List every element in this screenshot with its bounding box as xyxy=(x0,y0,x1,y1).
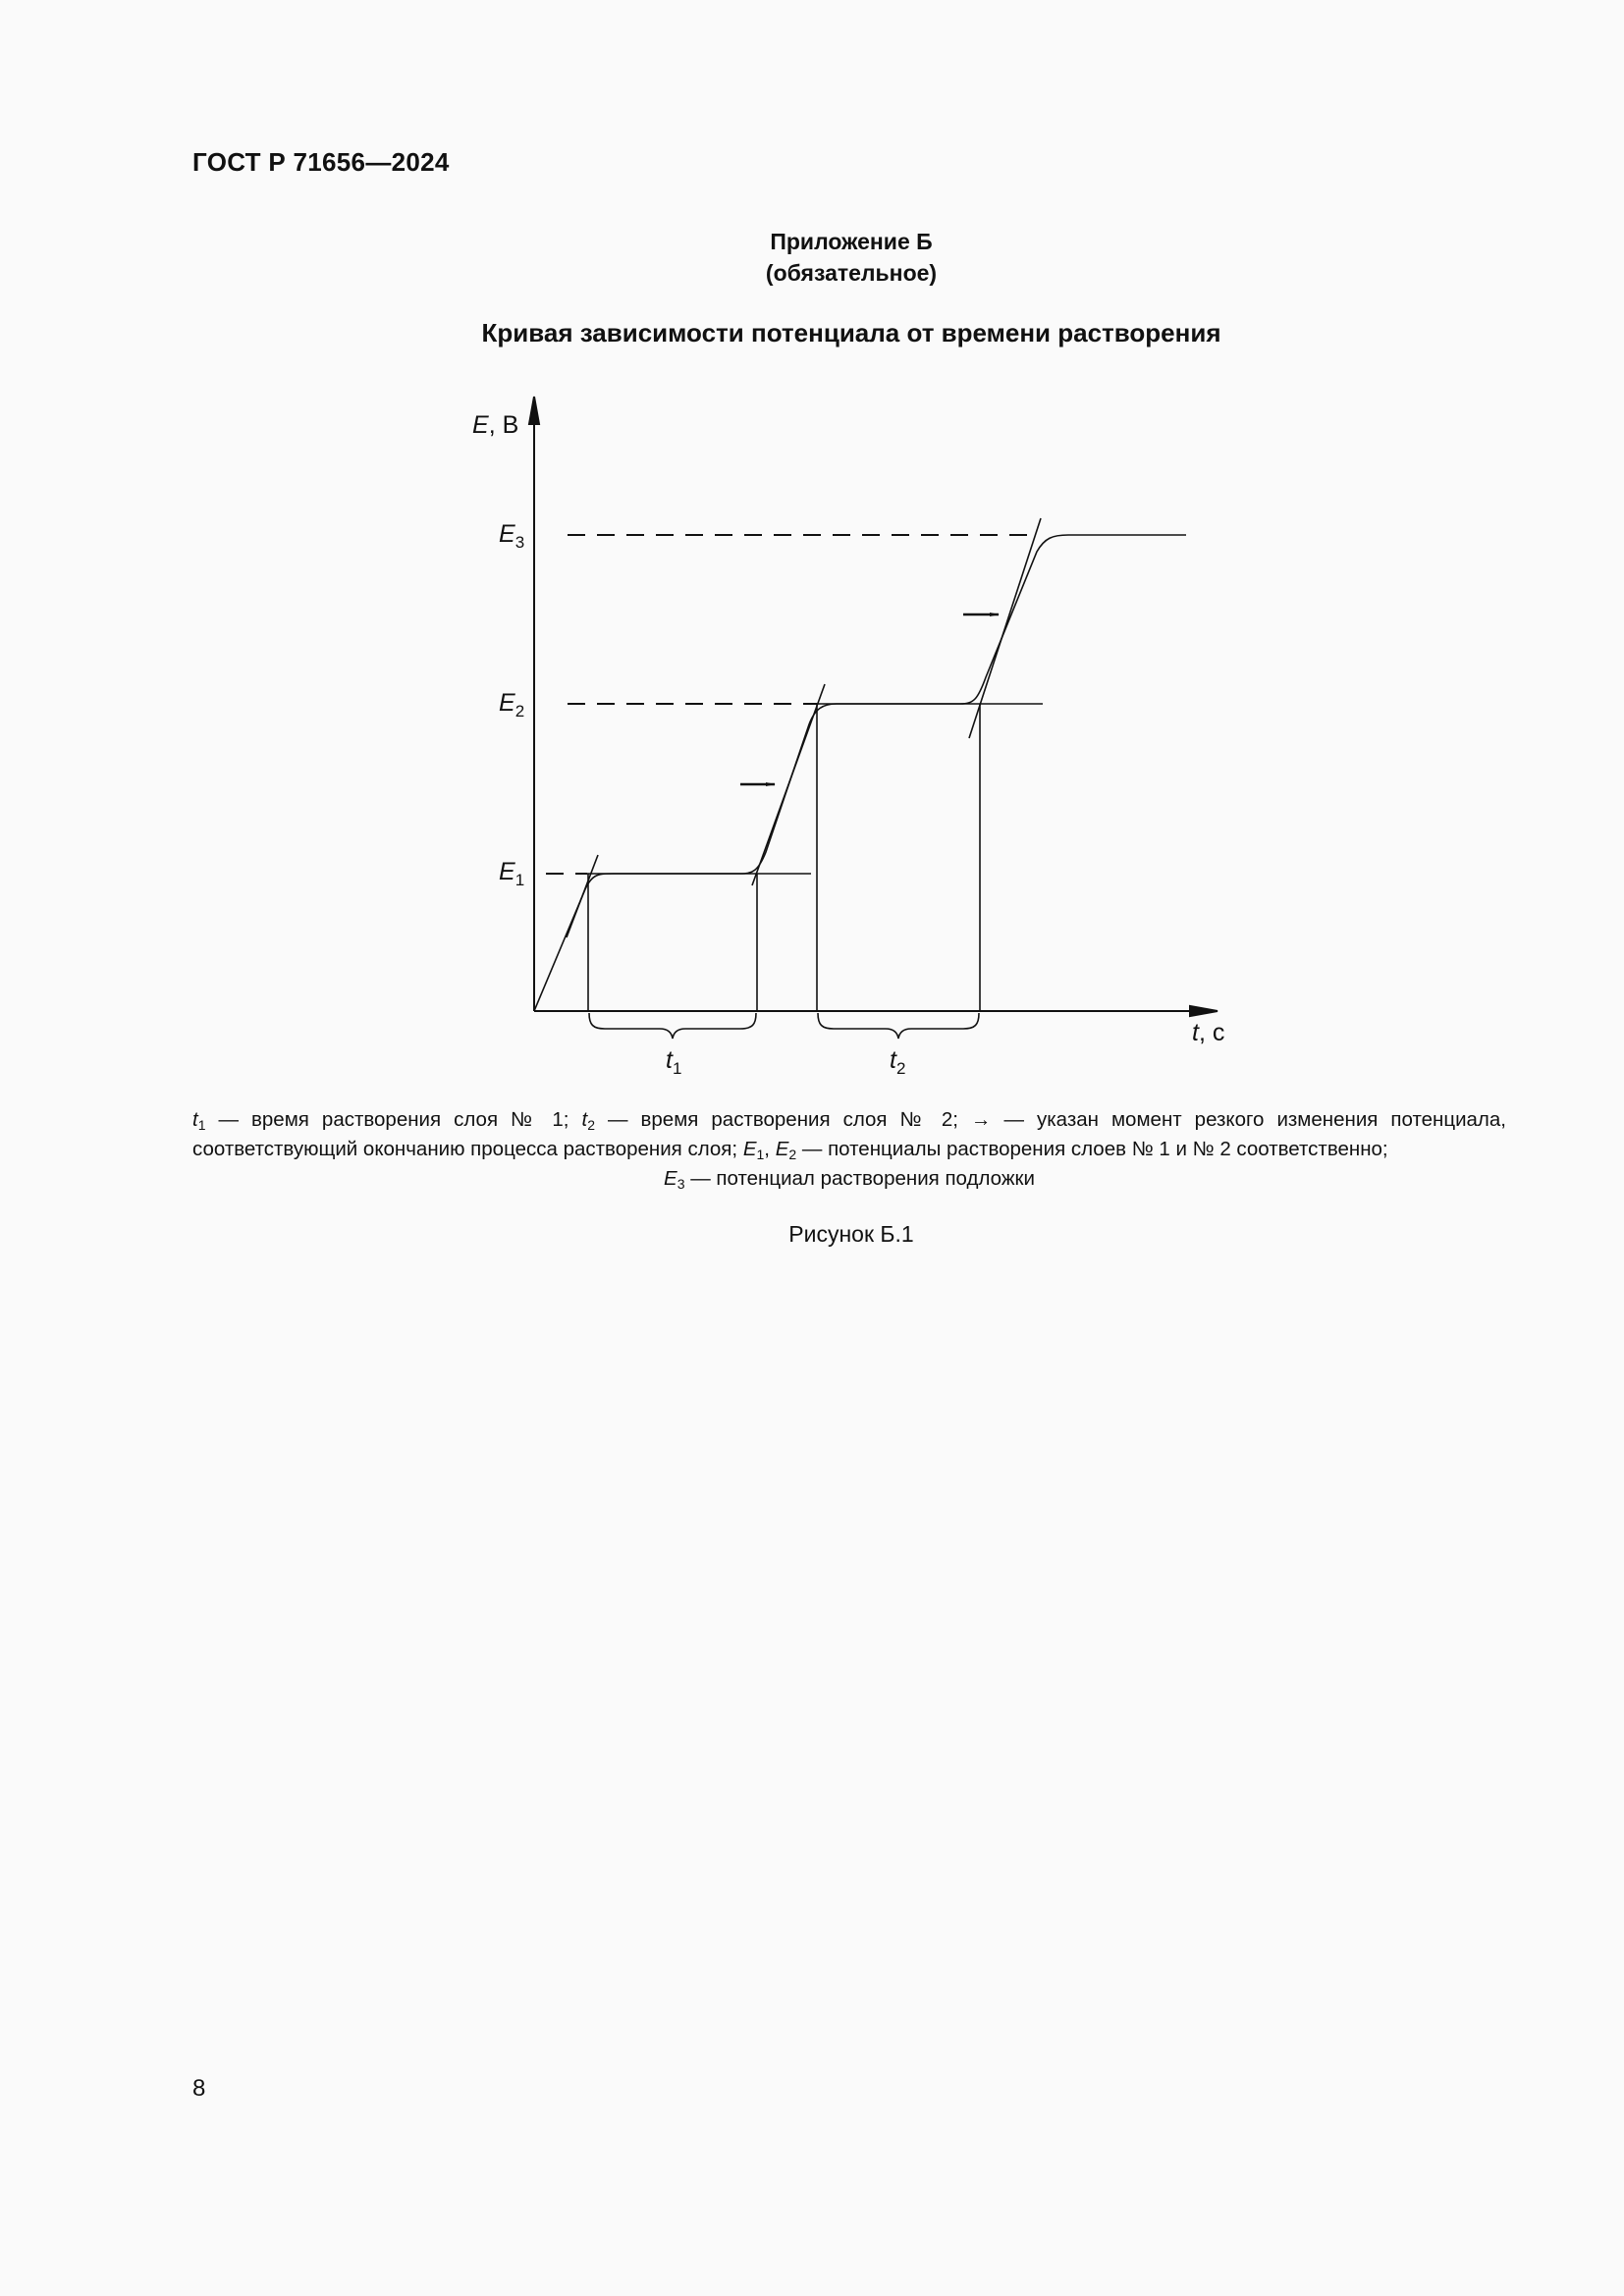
potential-time-diagram xyxy=(0,0,1624,1080)
y-axis-label: E, В xyxy=(472,411,519,439)
t2-label: $t_2$ xyxy=(890,1046,906,1078)
figure-legend xyxy=(192,1105,1506,1194)
x-axis-arrowhead xyxy=(1190,1006,1218,1016)
e2-label: $E_2$ xyxy=(499,689,525,721)
appendix-status: (обязательное) xyxy=(765,260,938,286)
potential-curve xyxy=(534,535,1186,1011)
t1-brace xyxy=(589,1013,756,1039)
page-number: 8 xyxy=(192,2075,206,2102)
y-axis-arrowhead xyxy=(529,397,539,424)
t1-label: $t_1$ xyxy=(666,1046,682,1078)
figure-caption: Рисунок Б.1 xyxy=(788,1221,914,1247)
document-header: ГОСТ Р 71656—2024 xyxy=(192,147,450,177)
e3-label: $E_3$ xyxy=(499,520,525,552)
legend-text: $t_1$ — время растворения слоя № 1; $t_2$ — время растворения слоя № 2; → — указан момент резкого изменения потенциала, соответствующий окончанию процесса растворения слоя; $E_1$, $E_2$ — потенциалы растворения слоев № 1 и № 2 соответственно; xyxy=(192,1108,1506,1162)
t2-brace xyxy=(818,1013,979,1039)
figure-heading: Кривая зависимости потенциала от времени растворения xyxy=(481,318,1221,347)
x-axis-label: t, с xyxy=(1192,1019,1225,1046)
appendix-label: Приложение Б xyxy=(770,229,933,254)
legend-last-line: $E_3$ — потенциал растворения подложки xyxy=(664,1167,1035,1192)
e1-rise-tangent xyxy=(567,855,598,937)
e1-label: $E_1$ xyxy=(499,858,525,889)
